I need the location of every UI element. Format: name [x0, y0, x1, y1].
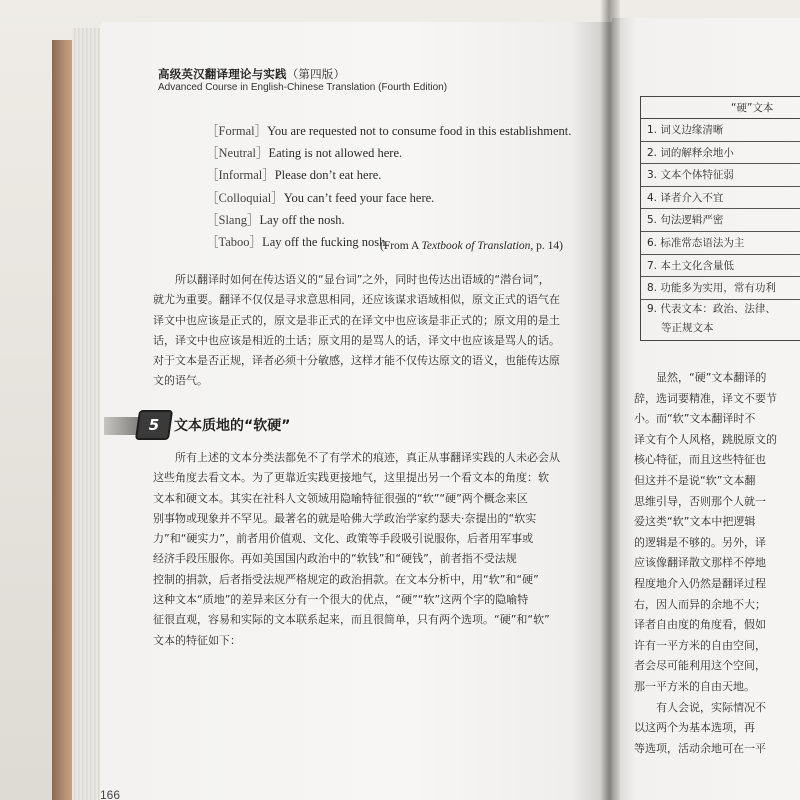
text-line: 程度地介入仍然是翻译过程 — [634, 576, 766, 590]
section-title: 文本质地的“软硬” — [174, 418, 291, 434]
text-line: 对于文本是否正规，译者必须十分敏感，这样才能不仅传达原文的语义，也能传达原 — [153, 354, 560, 368]
example-text: Eating is not allowed here. — [268, 146, 403, 161]
text-line: 应该像翻译散文那样不停地 — [634, 556, 766, 570]
example-line — [206, 187, 571, 209]
text-line: 有人会说，实际情况不 — [656, 700, 766, 714]
example-text: Lay off the nosh. — [259, 212, 345, 227]
table-row: 4. 译者介入不宜 — [641, 187, 800, 210]
body-paragraph-1 — [153, 270, 603, 392]
section-number-badge — [135, 410, 173, 440]
text-line: 译文有个人风格，跳脱原文的 — [634, 432, 777, 446]
text-line: 等选项，活动余地可在一平 — [634, 741, 766, 755]
register-tag: ［Neutral］ — [206, 146, 269, 161]
table-row: 5. 句法逻辑严密 — [641, 209, 800, 232]
text-line: 思维引导，否则那个人就一 — [634, 494, 766, 508]
example-line — [206, 164, 571, 186]
text-line: 就尤为重要。翻译不仅仅是寻求意思相同，还应该谋求语域相似，原文正式的语气在 — [153, 293, 560, 307]
example-line — [206, 209, 571, 231]
text-line: 这种文本“质地”的差异来区分有一个很大的优点，“硬”“软”这两个字的隐喻特 — [153, 593, 529, 607]
table-row — [641, 300, 800, 340]
text-line: 经济手段压服你。再如美国国内政治中的“软钱”和“硬钱”，前者指不受法规 — [153, 552, 517, 566]
text-line: 的逻辑是不够的。另外，译 — [634, 535, 766, 549]
table-row: 3. 文本个体特征弱 — [641, 164, 800, 187]
text-line: 以这两个为基本选项，再 — [634, 721, 755, 735]
register-tag: ［Informal］ — [206, 168, 275, 183]
text-line: 别事物或现象并不罕见。最著名的就是哈佛大学政治学家约瑟夫·奈提出的“软实 — [153, 511, 537, 525]
register-tag: ［Slang］ — [206, 212, 260, 227]
register-tag: ［Taboo］ — [206, 235, 263, 250]
table-row: 2. 词的解释余地小 — [641, 142, 800, 165]
table-row-line: 等正规文本 — [661, 321, 714, 334]
text-line: 小。而“软”文本翻译时不 — [634, 412, 756, 426]
section-heading — [104, 410, 404, 440]
example-line — [206, 142, 571, 164]
citation-prefix: (From A — [380, 240, 422, 252]
text-line: 但这并不是说“软”文本翻 — [634, 473, 756, 487]
text-line: 文本和硬文本。其实在社科人文领域用隐喻特征很强的“软”“硬”两个概念来区 — [153, 491, 528, 505]
table-row: 6. 标准常态语法为主 — [641, 232, 800, 255]
edition-label-cn: （第四版） — [286, 67, 346, 81]
text-line: 显然，“硬”文本翻译的 — [656, 371, 767, 384]
citation-suffix: , p. 14) — [530, 240, 563, 252]
text-line: 力”和“硬实力”，前者用价值观、文化、政策等手段吸引说服你，后者用军事或 — [153, 532, 534, 546]
table-row: 7. 本土文化含量低 — [641, 255, 800, 278]
example-line — [206, 120, 571, 142]
text-line: 译者自由度的角度看，假如 — [634, 618, 766, 632]
table-row-line: 9. 代表文本：政治、法律、 — [647, 302, 776, 315]
section-number: 5 — [148, 416, 160, 434]
text-line: 文本的特征如下： — [153, 633, 241, 647]
text-line: 所以翻译时如何在传达语义的“显台词”之外，同时也传达出语域的“潜台词”， — [175, 273, 550, 286]
table-row: 8. 功能多为实用，常有功利 — [641, 277, 800, 300]
text-line: 这些角度去看文本。为了更靠近实践更接地气，这里提出另一个看文本的角度：软 — [153, 471, 549, 485]
text-line: 核心特征，而且这些特征也 — [634, 453, 766, 467]
text-line: 译文中也应该是正式的，原文是非正式的在译文中也应该是非正式的；原文用的是土 — [153, 313, 560, 327]
text-line: 文的语气。 — [153, 374, 208, 388]
text-line: 者会尽可能利用这个空间， — [634, 659, 766, 673]
running-header-cn — [158, 66, 345, 82]
text-line: 右，因人而异的余地不大； — [634, 597, 766, 611]
example-text: Please don’t eat here. — [274, 168, 382, 183]
right-body-paragraph — [634, 368, 800, 759]
register-examples — [206, 120, 571, 253]
citation-title: Textbook of Translation — [421, 240, 531, 252]
table-row: 1. 词义边缘清晰 — [641, 119, 800, 142]
text-line: 那一平方米的自由天地。 — [634, 679, 755, 693]
text-line: 辞，选词要精准，译文不要节 — [634, 391, 777, 405]
source-citation — [380, 240, 563, 252]
page-number: 166 — [100, 788, 121, 800]
text-line: 许有一平方米的自由空间， — [634, 638, 766, 652]
example-text: You can’t feed your face here. — [283, 190, 435, 205]
text-line: 所有上述的文本分类法都免不了有学术的痕迹，真正从事翻译实践的人未必会从 — [175, 451, 560, 464]
book-spine — [52, 40, 74, 800]
register-tag: ［Colloquial］ — [206, 190, 284, 205]
register-tag: ［Formal］ — [206, 124, 268, 138]
body-paragraph-2 — [153, 448, 603, 651]
book-gutter — [600, 0, 620, 800]
example-text: You are requested not to consume food in this establishment. — [267, 124, 572, 138]
hard-text-table — [640, 96, 800, 341]
text-line: 爱这类“软”文本中把逻辑 — [634, 515, 756, 529]
book-title-cn: 高级英汉翻译理论与实践 — [158, 67, 287, 81]
table-header: “硬”文本 — [641, 97, 800, 119]
running-header-en: Advanced Course in English-Chinese Translation (Fourth Edition) — [158, 82, 448, 93]
text-line: 话，译文中也应该是相近的土话；原文用的是骂人的话，译文中也应该是骂人的话。 — [153, 333, 560, 347]
text-line: 征很直观，容易和实际的文本联系起来，而且很简单，只有两个选项。“硬”和“软” — [153, 613, 550, 627]
text-line: 控制的捐款，后者指受法规严格规定的政治捐款。在文本分析中，用“软”和“硬” — [153, 572, 539, 586]
example-text: Lay off the fucking nosh. — [262, 235, 389, 250]
